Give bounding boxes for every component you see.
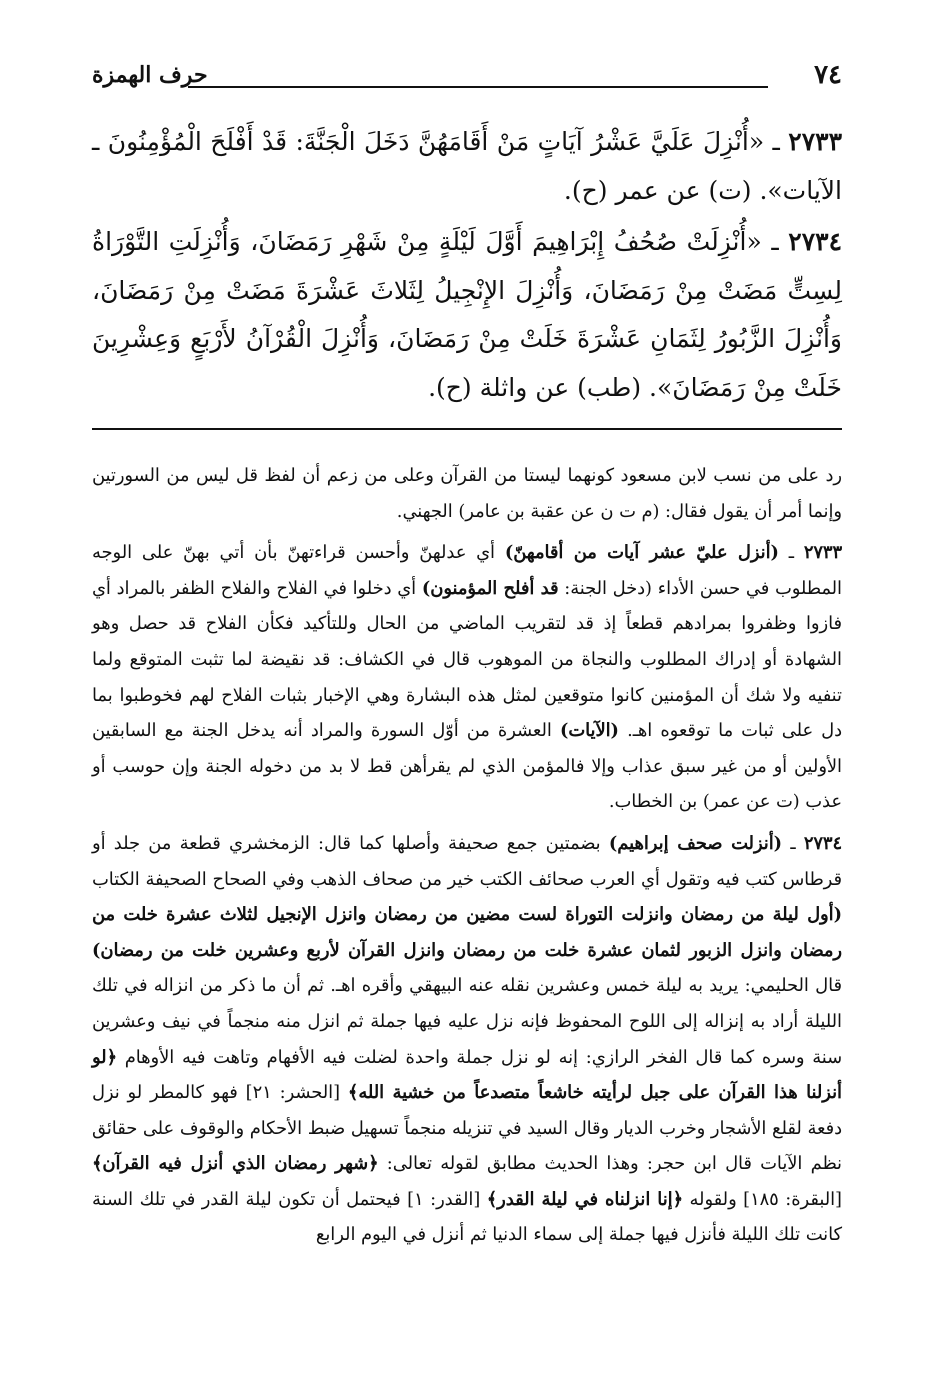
hadith-number: ٢٧٣٣ [788, 127, 842, 156]
commentary-2733 [92, 535, 842, 820]
commentary-body: العشرة من أوّل السورة والمراد أنه يدخل الجنة مع السابقين الأولين أو من غير سبق عذاب وإلا فالمؤمن الذي لم يقرأهن قط لا بد من دخوله الجنة وإن حوسب أو عذب (ت عن عمر) بن الخطاب. [92, 720, 842, 813]
quran-quote: ﴿شهر رمضان الذي أنزل فيه القرآن﴾ [92, 1153, 379, 1175]
quoted-phrase: (أنزلت صحف إبراهيم) [608, 832, 783, 854]
commentary-body: [الحشر: ٢١] فهو كالمطر لو نزل دفعة لقلع الأشجار وخرب الديار وقال السيد في تنزيله منجماً تسهيل ضبط الأحكام والوقوف على حقائق نظم الآيات قال ابن حجر: وهذا الحديث مطابق لقوله تعالى: [92, 1082, 842, 1175]
commentary-number: ٢٧٣٤ [803, 832, 843, 854]
commentary-body: [البقرة: ١٨٥] ولقوله [683, 1188, 842, 1210]
commentary-body: قال الحليمي: يريد به ليلة خمس وعشرين نقله عنه البيهقي وأقره اهـ. ثم أن ما ذكر من انزاله في تلك الليلة أراد به إنزاله إلى اللوح المحفوظ فإنه نزل عليه فيها جملة ثم انزل منه منجماً في نيف وعشرين سنة وسره كما قال الفخر الرازي: إنه لو نزل جملة واحدة لضلت فيه الأفهام وتاهت فيه الأوهام [92, 975, 842, 1068]
hadith-body: «أُنْزِلَتْ صُحُفُ إِبْرَاهِيمَ أَوَّلَ لَيْلَةٍ مِنْ شَهْرِ رَمَضَانَ، وَأُنْزِلَتِ التَّوْرَاةُ لِسِتٍّ مَضَتْ مِنْ رَمَضَانَ، وَأُنْزِلَ الإِنْجِيلُ لِثَلاثَ عَشْرَةَ مَضَتْ مِنْ رَمَضَانَ، وَأُنْزِلَ الزَّبُورُ لِثَمَانِ عَشْرَةَ خَلَتْ مِنْ رَمَضَانَ، وَأُنْزِلَ الْقُرْآنُ لأَرْبَعٍ وَعِشْرِينَ خَلَتْ مِنْ رَمَضَانَ». (طب) عن واثلة (ح). [92, 227, 842, 402]
commentary-2734 [92, 826, 842, 1253]
commentary-text [92, 458, 842, 1259]
hadith-separator: ـ [761, 227, 789, 256]
commentary-number: ٢٧٣٣ [803, 542, 843, 564]
commentary-separator: ـ [782, 832, 804, 854]
running-head: حرف الهمزة [92, 62, 208, 88]
header-rule [188, 86, 768, 88]
commentary-body: بضمتين جمع صحيفة وأصلها كما قال: الزمخشري قطعة من جلد أو قرطاس كتب فيه وتقول أي العرب صحائف الكتب خير من صحاف الذهب وفي الصحاح الصحيفة الكتاب [92, 832, 842, 890]
hadith-number: ٢٧٣٤ [788, 227, 842, 256]
quran-quote: ﴿إنا انزلناه في ليلة القدر﴾ [486, 1188, 684, 1210]
commentary-body: أي عدلهنّ وأحسن قراءتهنّ بأن أتي بهنّ على الوجه المطلوب في حسن الأداء (دخل الجنة: [92, 542, 843, 599]
commentary-body: أي دخلوا في الفلاح والفلاح الظفر بالمراد أي فازوا وظفروا بمرادهم قطعاً إذ قد لتقريب الماضي من الحال وللتأكيد فكأن الفلاح قد حصل وهو الشهادة أو إدراك المطلوب والنجاة من الموهوب قال في الكشاف: قد نقيضة لما تثبت المتوقع ولما تنفيه ولا شك أن المؤمنين كانوا متوقعين لمثل هذه البشارة وهي الإخبار بثبات الفلاح لهم فخوطبوا بما دل على ثبات ما توقعوه اهـ. [92, 577, 842, 742]
quran-quote: ﴿لو أنزلنا هذا القرآن على جبل لرأيته خاشعاً متصدعاً من خشية الله﴾ [92, 1046, 842, 1104]
quoted-phrase: (الآيات) [559, 720, 619, 742]
quoted-phrase: قد أفلح المؤمنون) [421, 577, 559, 599]
footnote-separator [92, 428, 842, 430]
hadith-2734 [92, 218, 842, 412]
page-header [92, 58, 842, 96]
commentary-body: [القدر: ١] فيحتمل أن تكون ليلة القدر في تلك السنة كانت تلك الليلة فأنزل فيها جملة إلى سماء الدنيا ثم أنزل في اليوم الرابع [92, 1188, 842, 1246]
hadith-separator: ـ [764, 127, 789, 156]
quoted-phrase: (أول ليلة من رمضان وانزلت التوراة لست مضين من رمضان وانزل الإنجيل لثلاث عشرة خلت من رمضان وانزل الزبور لثمان عشرة خلت من رمضان وانزل القرآن لأربع وعشرين خلت من رمضان) [92, 904, 842, 961]
quoted-phrase: (أنزل عليّ عشر آيات من أقامهنّ) [504, 542, 779, 564]
hadith-2733 [92, 118, 842, 215]
commentary-separator: ـ [778, 542, 804, 564]
page-number: ٧٤ [814, 60, 842, 90]
commentary-paragraph-continued: رد على من نسب لابن مسعود كونهما ليستا من القرآن وعلى من زعم أن لفظ قل ليس من السورتين وإنما أمر أن يقول فقال: (م ت ن عن عقبة بن عامر) الجهني. [92, 465, 842, 522]
hadith-body: «أُنْزِلَ عَلَيَّ عَشْرُ آيَاتٍ مَنْ أَقَامَهُنَّ دَخَلَ الْجَنَّةَ: قَدْ أَفْلَحَ الْمُؤْمِنُونَ ـ الآيات». (ت) عن عمر (ح). [92, 127, 842, 205]
hadith-text [92, 118, 842, 415]
